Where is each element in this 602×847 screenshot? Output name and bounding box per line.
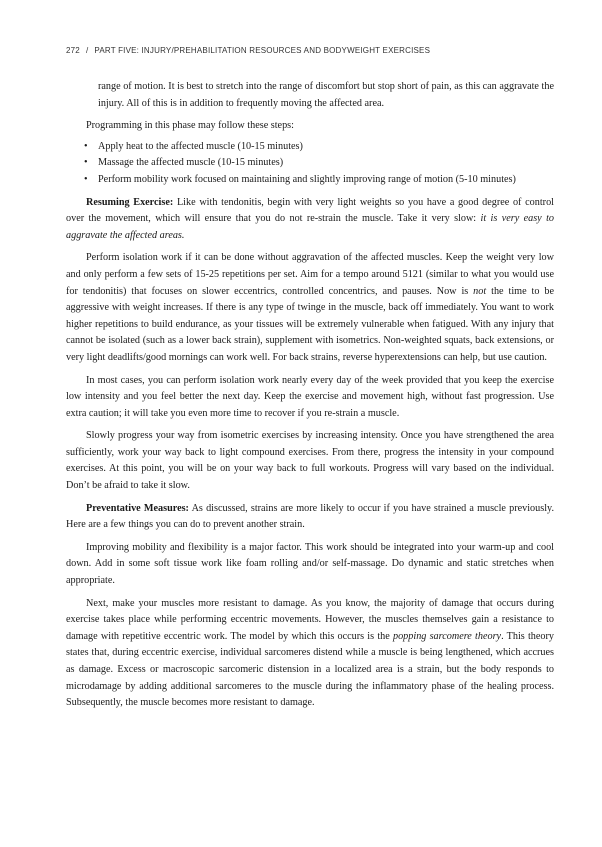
emphasis-text: it is very easy to aggravate the affected areas.: [66, 213, 554, 241]
paragraph-text: Next, make your muscles more resistant to damage. As you know, the majority of damage that occurs during exercise takes place while performing eccentric movements. However, the muscles themselves gain a resistance to damage with repetitive eccentric work. The model by which this occurs is the: [66, 597, 554, 642]
paragraph-eccentric-resistance: [66, 596, 554, 712]
paragraph-mobility: Improving mobility and flexibility is a major factor. This work should be integrated into your warm-up and cool down. Add in some soft tissue work like foam rolling and/or self-massage. Do dynamic and static stretches when appropriate.: [66, 541, 554, 587]
page-number: 272: [66, 46, 80, 55]
paragraph-resuming-exercise: [66, 195, 554, 245]
list-item: [84, 172, 554, 189]
header-separator: /: [85, 46, 89, 55]
emphasis-text: not: [473, 285, 487, 297]
section-title: PART FIVE: INJURY/PREHABILITATION RESOURCES AND BODYWEIGHT EXERCISES: [94, 46, 431, 55]
list-item: [84, 155, 554, 172]
bullet-icon: •: [84, 173, 88, 185]
list-item-text: Massage the affected muscle (10-15 minutes): [98, 157, 284, 169]
paragraph-continuation: range of motion. It is best to stretch into the range of discomfort but stop short of pain, as this can aggravate the injury. All of this is in addition to frequently moving the affected area.: [98, 81, 554, 109]
paragraph-text: the time to be aggressive with weight increases. If there is any type of twinge in the muscle, back off immediately. You want to work higher repetitions to build endurance, as your tissues will be extremely vulnerable when fatigued. With any injury that cannot be isolated (such as a lower back strain), supplement with isometrics. Non-weighted squats, back extensions, or very light deadlifts/good mornings can work well. For back strains, reverse hyperextensions can help, but use caution.: [66, 285, 554, 363]
subheading-preventative-measures: Preventative Measures:: [86, 502, 189, 514]
paragraph-text: As discussed, strains are more likely to occur if you have strained a muscle previously. Here are a few things you can do to prevent another strain.: [66, 502, 555, 531]
emphasis-text: popping sarcomere theory: [392, 630, 502, 642]
programming-steps-list: [66, 139, 554, 189]
list-item-text: Perform mobility work focused on maintaining and slightly improving range of motion (5-10 minutes): [98, 173, 516, 185]
running-head: [66, 46, 430, 55]
list-item: [84, 139, 554, 156]
paragraph-text: . This theory states that, during eccentric exercise, individual sarcomeres distend while a muscle is being lengthened, which accrues as damage. Excess or macroscopic sarcomeric distension in a localized area is a strain, but the body responds to microdamage by adding additional sarcomeres to the muscle during the inflammatory phase of the healing process. Subsequently, the muscle becomes more resistant to damage.: [66, 630, 554, 709]
paragraph-text: Like with tendonitis, begin with very light weights so you have a good degree of control over the movement, which will ensure that you do not re-strain the muscle. Take it very slow:: [66, 196, 554, 225]
bullet-icon: •: [84, 157, 88, 169]
paragraph-progression: Slowly progress your way from isometric exercises by increasing intensity. Once you have strengthened the area sufficiently, work your way back to light compound exercises. From there, progress the intensity in your compound exercises. At this point, you will be on your way back to full workouts. Progress will vary based on the individual. Don’t be afraid to take it slow.: [66, 430, 554, 492]
paragraph-isolation-work: [66, 250, 554, 366]
paragraph-frequency: In most cases, you can perform isolation work nearly every day of the week provided that you keep the exercise low intensity and you feel better the next day. Keep the exercise and movement high, without fast progression. Use extra caution; it will take you even more time to recover if you re-strain a muscle.: [66, 374, 554, 419]
subheading-resuming-exercise: Resuming Exercise:: [86, 196, 174, 208]
paragraph-preventative-measures: [66, 501, 554, 534]
bullet-icon: •: [84, 140, 88, 152]
paragraph-text: Perform isolation work if it can be done without aggravation of the affected muscles. Keep the weight very low and only perform a few sets of 15-25 repetitions per set. Aim for a tempo around 5121 (similar to what you would use for tendonitis) that focuses on slower eccentrics, controlled concentrics, and pauses. Now is: [66, 252, 554, 297]
paragraph-programming-intro: Programming in this phase may follow these steps:: [86, 120, 294, 132]
page-body: [66, 79, 554, 718]
list-item-text: Apply heat to the affected muscle (10-15 minutes): [98, 140, 303, 152]
